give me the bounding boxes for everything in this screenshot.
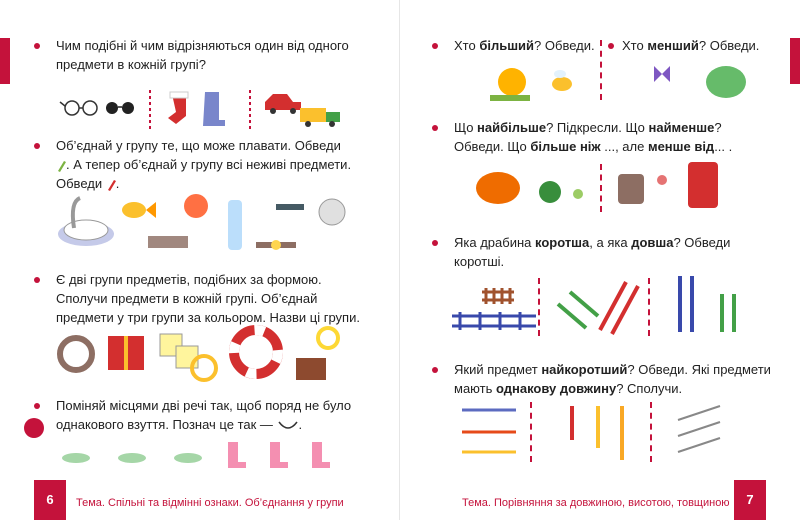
life-ring-icon (234, 330, 278, 374)
gift-box-icon (108, 336, 144, 370)
green-ladder-icon (558, 292, 598, 328)
sunglasses-icon (106, 102, 134, 114)
green-pencil-icon (56, 159, 66, 173)
task-4-illustrations (60, 440, 360, 470)
task-3-illustrations (56, 326, 356, 384)
footer (0, 480, 399, 520)
swap-arrow-icon (277, 420, 299, 432)
page-tab-marker (790, 38, 800, 84)
bracelet-icon (318, 328, 338, 348)
tall-blue-ladder-icon (680, 276, 692, 332)
task-2-text: Що найбільше? Підкресли. Що найменше? Обведи. Що більше ніж ..., але менше від... . (454, 120, 733, 154)
task-1a-text: Хто більший? Обведи. (454, 38, 595, 53)
task-bullet (34, 277, 40, 283)
task-bullet (432, 367, 438, 373)
pink-boot-icon (312, 442, 330, 468)
task-2-text: Об’єднай у групу те, що може плавати. Обведи . А тепер об’єднай у групу всі неживі предмети. Обведи . (56, 138, 352, 191)
task-1-illustrations (60, 90, 350, 130)
task-bullet (34, 43, 40, 49)
task-2-illustrations (474, 162, 774, 212)
task-3-text: Яка драбина коротша, а яка довша? Обведи коротші. (454, 235, 731, 269)
right-page (400, 0, 800, 520)
page-tab-marker (0, 38, 10, 84)
pink-boot-icon (228, 442, 246, 468)
task-bullet (608, 43, 614, 49)
footer-topic: Тема. Порівняння за довжиною, висотою, товщиною (462, 497, 730, 509)
task-1-illustrations (486, 60, 786, 104)
dumbbell-icon (276, 204, 304, 210)
page-number: 6 (34, 480, 66, 520)
small-bag-icon (657, 175, 667, 185)
belt-icon (462, 410, 516, 452)
goldfish-icon (122, 202, 156, 218)
task-4-illustrations (460, 400, 760, 464)
watch-icon (256, 240, 296, 250)
task-bullet (432, 240, 438, 246)
short-green-ladder-icon (722, 294, 734, 332)
bee-icon (552, 70, 572, 91)
green-slipper-icon (118, 453, 146, 463)
wreath-icon (60, 338, 92, 370)
task-bullet (432, 43, 438, 49)
green-slipper-icon (62, 453, 90, 463)
watermelon-icon (539, 181, 561, 203)
pink-boot-icon (270, 442, 288, 468)
task-4-text: Який предмет найкоротший? Обведи. Які предмети мають однакову довжину? Сполучи. (454, 362, 771, 396)
glasses-icon (60, 101, 97, 115)
task-bullet (432, 125, 438, 131)
red-car-icon (265, 94, 301, 114)
truck-icon (300, 108, 340, 127)
task-3-illustrations (450, 274, 760, 336)
snail-icon (490, 68, 530, 98)
task-1-text: Чим подібні й чим відрізняються один від одного предмети в кожній групі? (56, 38, 349, 72)
backpack-icon (618, 174, 644, 204)
suitcase-icon (688, 162, 718, 208)
rubber-boot-icon (203, 92, 225, 126)
butterfly-icon (654, 66, 670, 82)
green-slipper-icon (174, 453, 202, 463)
page-number: 7 (734, 480, 766, 520)
hanging-strap-icon (572, 406, 622, 460)
ball-icon (184, 194, 208, 218)
coin-icon (319, 199, 345, 225)
footer (400, 480, 800, 520)
task-1b-text: Хто менший? Обведи. (622, 38, 760, 53)
task-bullet (34, 143, 40, 149)
raft-icon (148, 236, 188, 248)
red-pencil-icon (106, 178, 116, 192)
skewer-icon (678, 406, 720, 452)
task-bullet (34, 403, 40, 409)
lightbulb-icon (24, 418, 44, 438)
pumpkin-icon (476, 172, 520, 204)
long-ladder-icon (452, 312, 536, 330)
task-2-illustrations (56, 192, 356, 254)
swan-icon (58, 198, 114, 246)
green-pea-icon (573, 189, 583, 199)
bottle-icon (228, 200, 242, 250)
christmas-stocking-icon (168, 92, 188, 124)
short-ladder-icon (482, 288, 514, 304)
chest-icon (296, 358, 326, 380)
task-4-text: Поміняй місцями дві речі так, щоб поряд не було однакового взуття. Познач це так — . (56, 398, 352, 432)
footer-topic: Тема. Спільні та відмінні ознаки. Об’єднання у групи (76, 497, 344, 509)
task-3-text: Є дві групи предметів, подібних за формою. Сполучи предмети в кожній групі. Об’єднай предмети у три групи за кольором. Назви ці групи. (56, 272, 360, 325)
frog-icon (706, 66, 746, 98)
red-ladder-icon (600, 282, 638, 334)
